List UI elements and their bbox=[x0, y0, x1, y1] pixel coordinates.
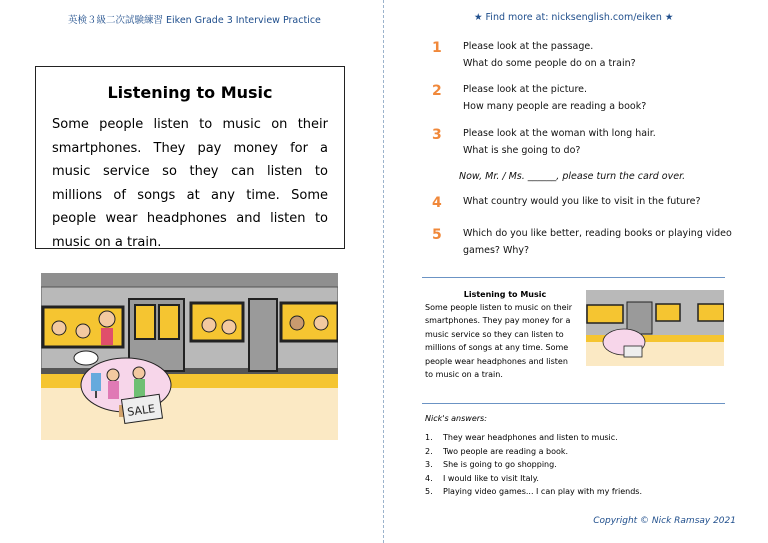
question-text: What country would you like to visit in the future? bbox=[463, 196, 701, 207]
question-text: Please look at the picture. How many people are reading a book? bbox=[463, 84, 647, 112]
turn-card-prompt: Now, Mr. / Ms. ______, please turn the card over. bbox=[459, 171, 686, 182]
answer-text: I would like to visit Italy. bbox=[443, 473, 539, 483]
question-number: 5 bbox=[432, 227, 442, 243]
sale-sign-text: SALE bbox=[126, 402, 156, 419]
section-rule-bottom bbox=[422, 403, 725, 404]
header-right: ★ Find more at: nicksenglish.com/eiken ★ bbox=[474, 12, 674, 23]
header-left: 英検３級二次試験練習 Eiken Grade 3 Interview Practice bbox=[68, 15, 321, 26]
section-rule-top bbox=[422, 277, 725, 278]
answers-heading: Nick's answers: bbox=[425, 414, 487, 423]
answer-number: 4. bbox=[425, 473, 433, 483]
train-illustration-small bbox=[586, 290, 724, 366]
passage-text: Some people listen to music on their smartphones. They pay money for a music service so they can listen to millions of songs at any time. Some people wear headphones and listen to music on a train. bbox=[52, 117, 328, 250]
question-text: Please look at the passage. What do some people do on a train? bbox=[463, 41, 636, 69]
answer-number: 2. bbox=[425, 446, 433, 456]
mini-passage-text: Some people listen to music on their smartphones. They pay money for a music service so they can listen to millions of songs at any time. Some people wear headphones and listen to music on a train. bbox=[425, 303, 573, 380]
copyright: Copyright © Nick Ramsay 2021 bbox=[593, 516, 736, 526]
question-text: Please look at the woman with long hair. What is she going to do? bbox=[463, 128, 656, 156]
question-number: 3 bbox=[432, 127, 442, 143]
answer-number: 3. bbox=[425, 460, 433, 469]
passage-card bbox=[35, 66, 345, 249]
mini-passage-title: Listening to Music bbox=[463, 290, 547, 299]
fold-divider bbox=[383, 0, 384, 543]
question-number: 4 bbox=[432, 195, 442, 211]
answer-text: Two people are reading a book. bbox=[443, 446, 569, 456]
question-number: 2 bbox=[432, 83, 442, 99]
answer-number: 5. bbox=[425, 487, 433, 496]
passage-title: Listening to Music bbox=[107, 83, 273, 102]
answer-text: They wear headphones and listen to music. bbox=[443, 433, 618, 442]
question-text: Which do you like better, reading books or playing video games? Why? bbox=[463, 228, 732, 256]
answer-text: She is going to go shopping. bbox=[443, 460, 557, 469]
answer-number: 1. bbox=[425, 433, 433, 442]
train-illustration bbox=[41, 273, 338, 440]
answer-text: Playing video games... I can play with my friends. bbox=[443, 487, 643, 496]
question-number: 1 bbox=[432, 40, 442, 56]
